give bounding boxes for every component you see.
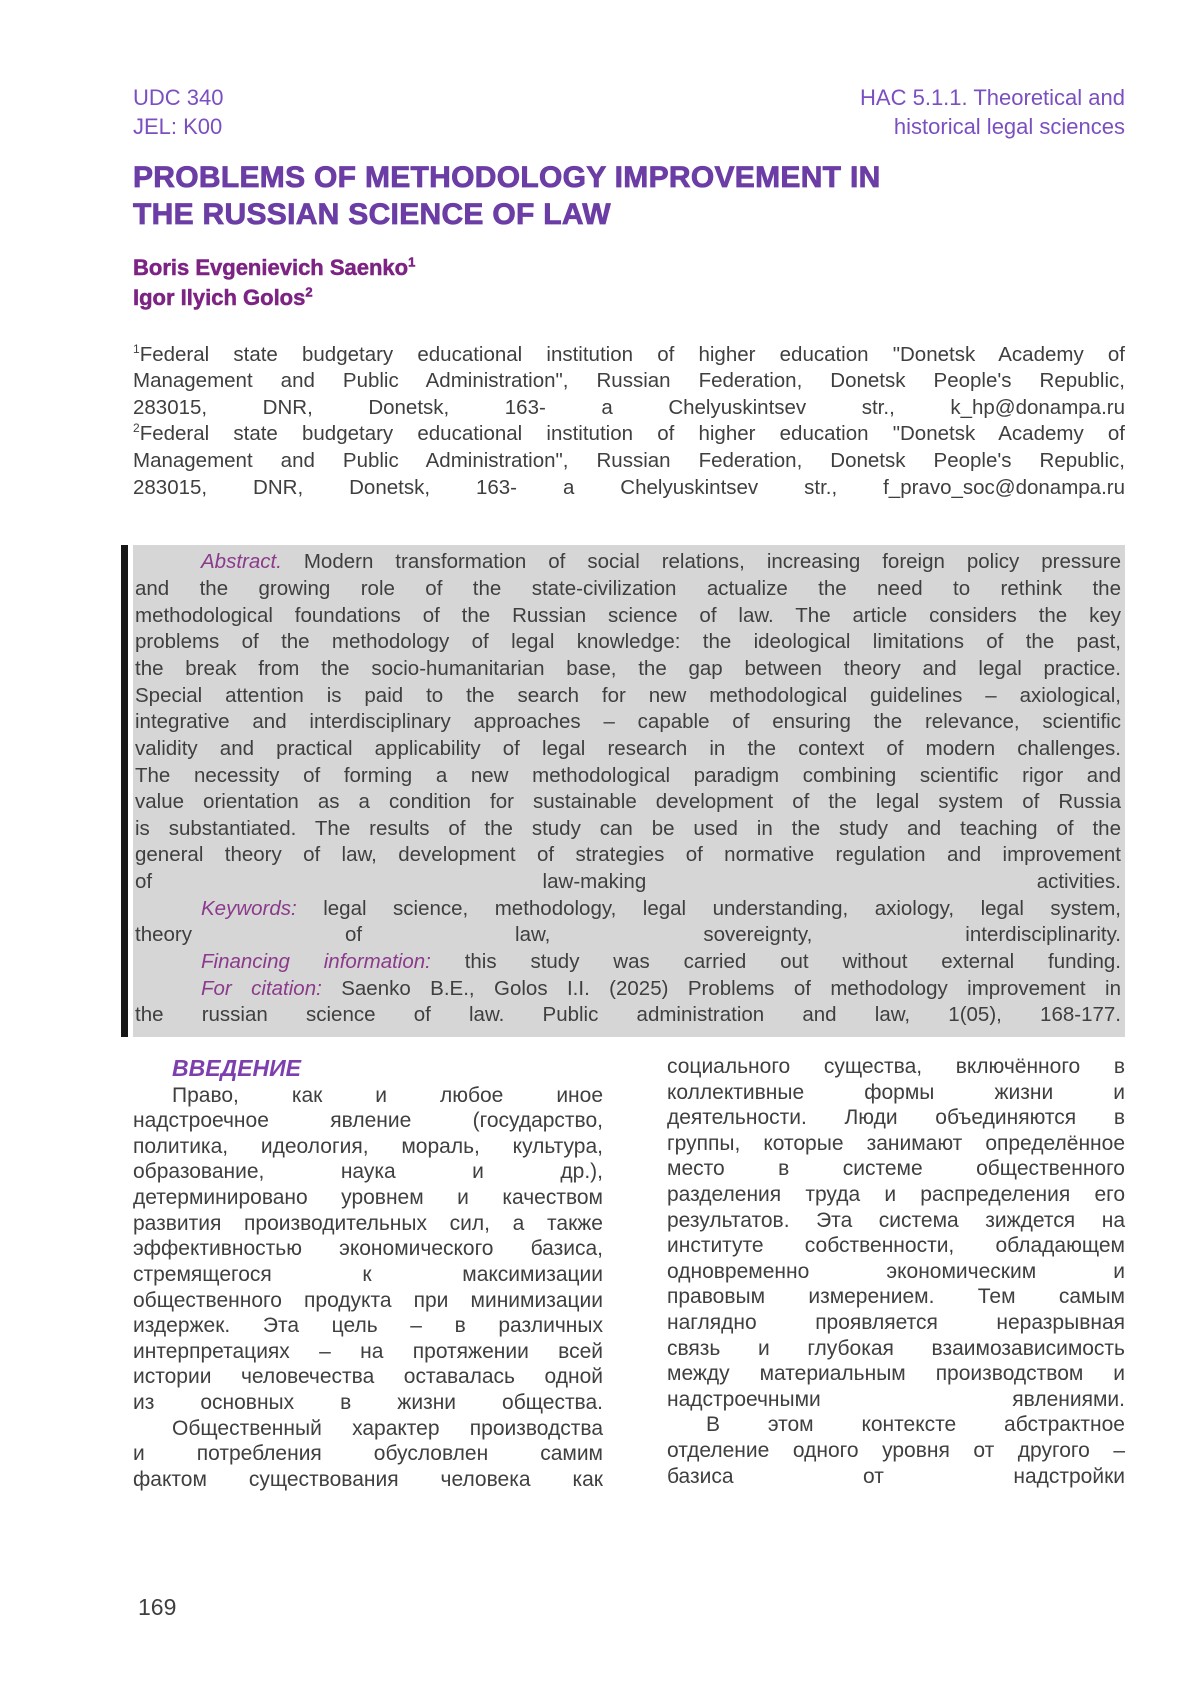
page-number: 169 bbox=[138, 1594, 177, 1620]
hac-classification bbox=[860, 84, 1125, 141]
citation-label: For citation: bbox=[201, 976, 322, 1000]
intro-paragraph-1: Право, как и любое иное надстроечное явление (государство, политика, идеология, мораль, культура, образование, наука и др.), детерминировано уровнем и качеством развития производительных сил, а также эффективностью экономического базиса, стремящегося к максимизации общественного продукта при минимизации издержек. Эта цель – в различных интерпретациях – на протяжении всей истории человечества оставалась одной из основных в жизни общества. bbox=[133, 1083, 603, 1414]
affiliation-2 bbox=[133, 421, 1125, 501]
intro-left-column bbox=[133, 1054, 603, 1493]
abstract-paragraph bbox=[135, 549, 1121, 895]
udc-jel-block bbox=[133, 84, 223, 141]
abstract-label: Abstract. bbox=[201, 550, 282, 574]
affiliation-2-text: Federal state budgetary educational institution of higher education "Donetsk Academy of Management and Public Administration", Russian Federation, Donetsk People's Republic, 283015, DNR, Donetsk, 163- a Chelyuskintsev str., f_pravo_soc@donampa.ru bbox=[133, 422, 1125, 499]
author-1 bbox=[133, 253, 1125, 282]
affiliation-1 bbox=[133, 342, 1125, 422]
jel-code: JEL: K00 bbox=[133, 113, 223, 139]
abstract-block bbox=[133, 545, 1125, 1037]
author-2-affiliation-marker: 2 bbox=[305, 284, 313, 300]
financing-text: this study was carried out without external funding. bbox=[464, 949, 1122, 973]
hac-line-2: historical legal sciences bbox=[893, 113, 1125, 139]
author-2-name: Igor Ilyich Golos bbox=[133, 284, 306, 310]
financing-paragraph bbox=[135, 949, 1121, 976]
intro-paragraph-3: В этом контексте абстрактное отделение одного уровня от другого – базиса от надстройки bbox=[667, 1413, 1125, 1488]
introduction-columns bbox=[133, 1054, 1125, 1493]
keywords-label: Keywords: bbox=[201, 896, 297, 920]
abstract-accent-bar bbox=[121, 545, 128, 1037]
intro-paragraph-2-continued: социального существа, включённого в коллективные формы жизни и деятельности. Люди объединяются в группы, которые занимают определённое место в системе общественного разделения труда и распределения его результатов. Эта система зиждется на институте собственности, обладающем одновременно экономическим и правовым измерением. Тем самым наглядно проявляется неразрывная связь и глубокая взаимозависимость между материальным производством и надстроечными явлениями. bbox=[667, 1054, 1125, 1411]
intro-right-column bbox=[667, 1054, 1125, 1493]
introduction-heading: ВВЕДЕНИЕ bbox=[172, 1054, 302, 1081]
authors-block bbox=[133, 253, 1125, 311]
author-1-affiliation-marker: 1 bbox=[408, 255, 416, 271]
affiliation-1-marker: 1 bbox=[133, 341, 140, 356]
author-2 bbox=[133, 283, 1125, 312]
abstract-text: Modern transformation of social relations, increasing foreign policy pressure and the growing role of the state-civilization actualize the need to rethink the methodological foundations of the Russian science of law. The article considers the key problems of the methodology of legal knowledge: the ideological limitations of the past, the break from the socio-humanitarian base, the gap between theory and legal practice. Special attention is paid to the search for new methodological guidelines – axiological, integrative and interdisciplinary approaches – capable of ensuring the relevance, scientific validity and practical applicability of legal research in the context of modern challenges. The necessity of forming a new methodological paradigm combining scientific rigor and value orientation as a condition for sustainable development of the legal system of Russia is substantiated. The results of the study can be used in the study and teaching of the general theory of law, development of strategies of normative regulation and improvement of law-making activities. bbox=[135, 550, 1121, 894]
udc-code: UDC 340 bbox=[133, 85, 224, 110]
author-1-name: Boris Evgenievich Saenko bbox=[133, 255, 409, 281]
affiliations-block bbox=[133, 342, 1125, 502]
abstract-body bbox=[133, 545, 1125, 1037]
article-title bbox=[133, 160, 1125, 233]
citation-paragraph bbox=[135, 976, 1121, 1029]
hac-line-1: HAC 5.1.1. Theoretical and bbox=[860, 85, 1125, 110]
citation-text: Saenko B.E., Golos I.I. (2025) Problems of methodology improvement in the russian science of law. Public administration and law, 1(05), 168-177. bbox=[135, 976, 1121, 1027]
article-title-line-2: THE RUSSIAN SCIENCE OF LAW bbox=[133, 197, 611, 231]
intro-paragraph-2: Общественный характер производства и потребления обусловлен самим фактом существования человека как bbox=[133, 1416, 603, 1491]
article-title-line-1: PROBLEMS OF METHODOLOGY IMPROVEMENT IN bbox=[133, 161, 881, 195]
financing-label: Financing information: bbox=[201, 949, 431, 973]
keywords-paragraph bbox=[135, 896, 1121, 949]
affiliation-2-marker: 2 bbox=[133, 421, 140, 436]
affiliation-1-text: Federal state budgetary educational institution of higher education "Donetsk Academy of Management and Public Administration", Russian Federation, Donetsk People's Republic, 283015, DNR, Donetsk, 163- a Chelyuskintsev str., k_hp@donampa.ru bbox=[133, 342, 1125, 419]
classification-header bbox=[133, 84, 1125, 141]
keywords-text: legal science, methodology, legal understanding, axiology, legal system, theory of law, sovereignty, interdisciplinarity. bbox=[135, 896, 1121, 947]
